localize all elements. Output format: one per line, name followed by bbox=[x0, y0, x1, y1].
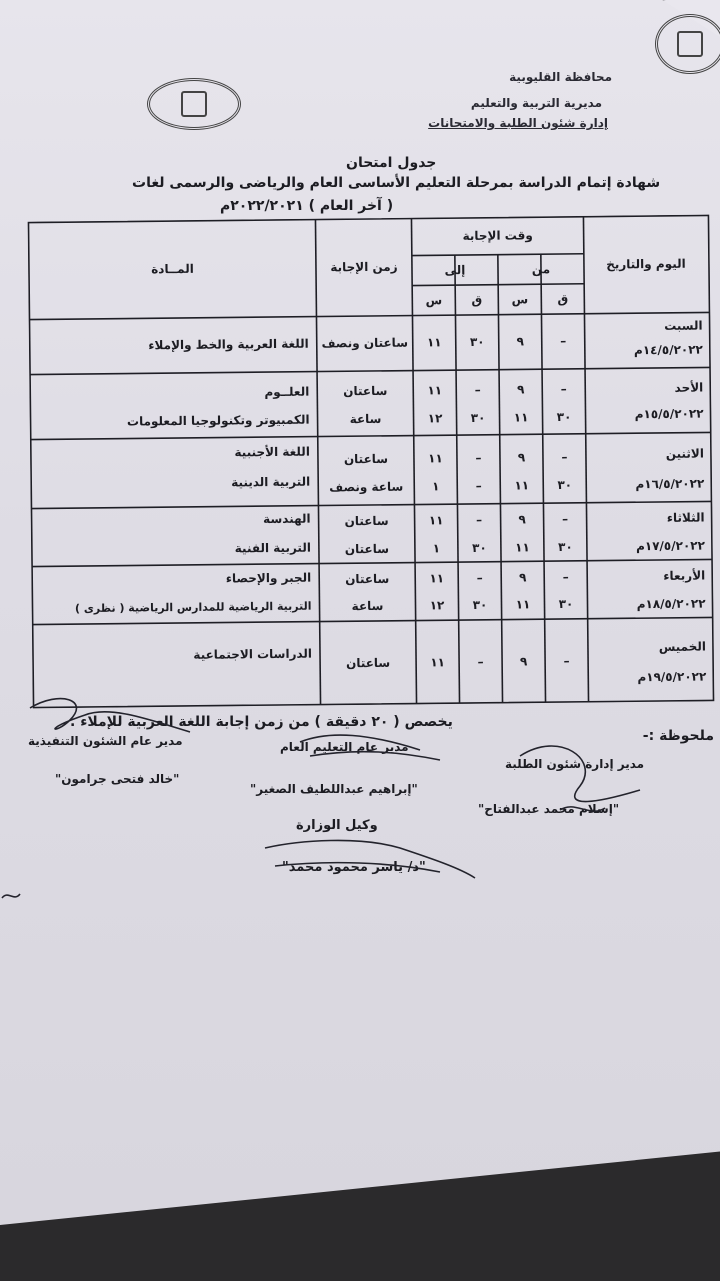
from-hour: ١١ bbox=[515, 597, 531, 612]
row-day: الخميس bbox=[658, 639, 707, 654]
subject: الجبر والإحصاء bbox=[225, 570, 312, 586]
ministry-seal-icon bbox=[147, 78, 241, 130]
to-minute: ٣٠ bbox=[472, 540, 487, 555]
general-education-title: مدير عام التعليم العام bbox=[280, 740, 409, 754]
to-minute: – bbox=[475, 450, 482, 465]
subject: التربية الدينية bbox=[231, 474, 311, 490]
to-minute: – bbox=[477, 654, 484, 669]
row-day: الثلاثاء bbox=[666, 510, 705, 525]
row-date: ١٤/٥/٢٠٢٢م bbox=[633, 342, 703, 358]
exam-schedule-table bbox=[27, 214, 714, 708]
from-minute: – bbox=[560, 333, 567, 349]
from-minute: ٣٠ bbox=[556, 409, 572, 425]
row-day: الأحد bbox=[674, 380, 704, 395]
row-date: ١٧/٥/٢٠٢٢م bbox=[635, 538, 705, 554]
row-date: ١٦/٥/٢٠٢٢م bbox=[635, 476, 705, 492]
to-minute: – bbox=[474, 382, 481, 397]
ministry-seal-icon-corner bbox=[655, 14, 720, 74]
row-date: ١٥/٥/٢٠٢٢م bbox=[634, 406, 704, 422]
org-line-department: إدارة شئون الطلبة والامتحانات bbox=[428, 116, 608, 130]
row-date: ١٨/٥/٢٠٢٢م bbox=[636, 596, 706, 612]
org-line-directorate: مديرية التربية والتعليم bbox=[470, 96, 602, 110]
document-subtitle: شهادة إتمام الدراسة بمرحلة التعليم الأساسى العام والرياضى والرسمى لغات bbox=[132, 175, 661, 191]
deputy-minister-name: "د/ ياسر محمود محمد" bbox=[282, 860, 426, 875]
to-hour: ١٢ bbox=[429, 598, 445, 613]
row-day: السبت bbox=[664, 318, 703, 333]
to-minute: ٣٠ bbox=[470, 410, 486, 425]
duration: ساعتان bbox=[343, 383, 388, 399]
header-duration: زمن الإجابة bbox=[330, 259, 398, 275]
to-minute: ٣٠ bbox=[472, 597, 488, 612]
row-day: الأربعاء bbox=[663, 568, 706, 583]
duration: ساعة ونصف bbox=[329, 479, 404, 495]
header-from: من bbox=[531, 262, 551, 277]
subject: اللغة العربية والخط والإملاء bbox=[148, 336, 309, 353]
subject: الهندسة bbox=[263, 511, 311, 527]
from-minute: ٣٠ bbox=[558, 596, 574, 612]
from-hour: ٩ bbox=[516, 334, 524, 349]
header-answer-time: وقت الإجابة bbox=[462, 228, 533, 244]
row-day: الاثنين bbox=[665, 446, 705, 461]
to-hour: ١١ bbox=[428, 513, 444, 528]
subject: الدراسات الاجتماعية bbox=[193, 646, 313, 662]
students-affairs-title: مدير إدارة شئون الطلبة bbox=[505, 757, 645, 771]
from-hour: ١١ bbox=[513, 410, 529, 425]
org-line-governorate: محافظة القليوبية bbox=[509, 70, 612, 84]
from-hour: ١١ bbox=[514, 478, 530, 493]
header-subject: المــادة bbox=[151, 261, 194, 277]
to-minute: – bbox=[476, 570, 483, 585]
from-minute: – bbox=[561, 449, 568, 465]
to-hour: ١١ bbox=[426, 335, 442, 350]
document-title: جدول امتحان bbox=[346, 155, 437, 171]
duration: ساعتان ونصف bbox=[321, 335, 409, 351]
to-minute: – bbox=[476, 512, 483, 527]
from-minute: – bbox=[560, 381, 567, 397]
duration: ساعتان bbox=[345, 571, 390, 587]
from-hour: ٩ bbox=[518, 570, 527, 585]
to-hour: ١ bbox=[432, 541, 441, 556]
duration: ساعتان bbox=[344, 513, 389, 529]
duration: ساعتان bbox=[344, 541, 390, 557]
executive-affairs-name: "خالد فتحى جرامون" bbox=[55, 772, 180, 786]
from-minute: – bbox=[562, 569, 569, 584]
header-to-minute: ق bbox=[471, 292, 483, 307]
to-minute: ٣٠ bbox=[469, 334, 485, 349]
row-date: ١٩/٥/٢٠٢٢م bbox=[637, 669, 707, 685]
header-from-minute: ق bbox=[557, 291, 569, 307]
subject: العلــوم bbox=[264, 384, 310, 400]
duration: ساعة bbox=[349, 411, 382, 427]
from-hour: ٩ bbox=[518, 512, 526, 527]
document-term: ( آخر العام ) ٢٠٢٢/٢٠٢١م bbox=[220, 198, 394, 214]
to-hour: ١٢ bbox=[427, 411, 443, 426]
subject: اللغة الأجنبية bbox=[234, 444, 310, 460]
handwritten-signatures bbox=[0, 690, 720, 900]
to-hour: ١١ bbox=[430, 655, 446, 670]
to-hour: ١١ bbox=[429, 571, 445, 586]
duration: ساعتان bbox=[345, 655, 391, 671]
from-hour: ١١ bbox=[515, 540, 530, 555]
from-minute: – bbox=[563, 653, 570, 668]
header-to: إلى bbox=[444, 263, 466, 278]
general-education-name: "إبراهيم عبداللطيف الصغير" bbox=[250, 782, 418, 796]
note-label: ملحوظة :- bbox=[642, 728, 714, 744]
subject: التربية الرياضية للمدارس الرياضية ( نظرى ) bbox=[74, 599, 312, 616]
students-affairs-name: "إسلام محمد عبدالفتاح" bbox=[478, 802, 620, 816]
to-minute: – bbox=[475, 478, 482, 493]
subject: الكمبيوتر وتكنولوجيا المعلومات bbox=[126, 412, 310, 429]
from-minute: ٣٠ bbox=[557, 477, 573, 493]
duration: ساعة bbox=[351, 598, 384, 614]
from-hour: ٩ bbox=[519, 654, 528, 669]
from-minute: ٣٠ bbox=[558, 539, 573, 555]
duration: ساعتان bbox=[343, 451, 389, 467]
from-minute: – bbox=[562, 511, 569, 527]
header-from-hour: س bbox=[511, 292, 529, 307]
from-hour: ٩ bbox=[517, 450, 526, 465]
header-day-date: اليوم والتاريخ bbox=[606, 256, 686, 272]
executive-affairs-title: مدير عام الشئون التنفيذية bbox=[28, 734, 183, 748]
deputy-minister-title: وكيل الوزارة bbox=[296, 818, 378, 833]
from-hour: ٩ bbox=[517, 382, 525, 397]
to-hour: ١ bbox=[432, 479, 440, 494]
to-hour: ١١ bbox=[427, 383, 443, 398]
subject: التربية الفنية bbox=[234, 540, 311, 556]
to-hour: ١١ bbox=[428, 451, 443, 466]
note-text: يخصص ( ٢٠ دقيقة ) من زمن إجابة اللغة العربية للإملاء . bbox=[70, 714, 453, 730]
header-to-hour: س bbox=[425, 293, 443, 308]
